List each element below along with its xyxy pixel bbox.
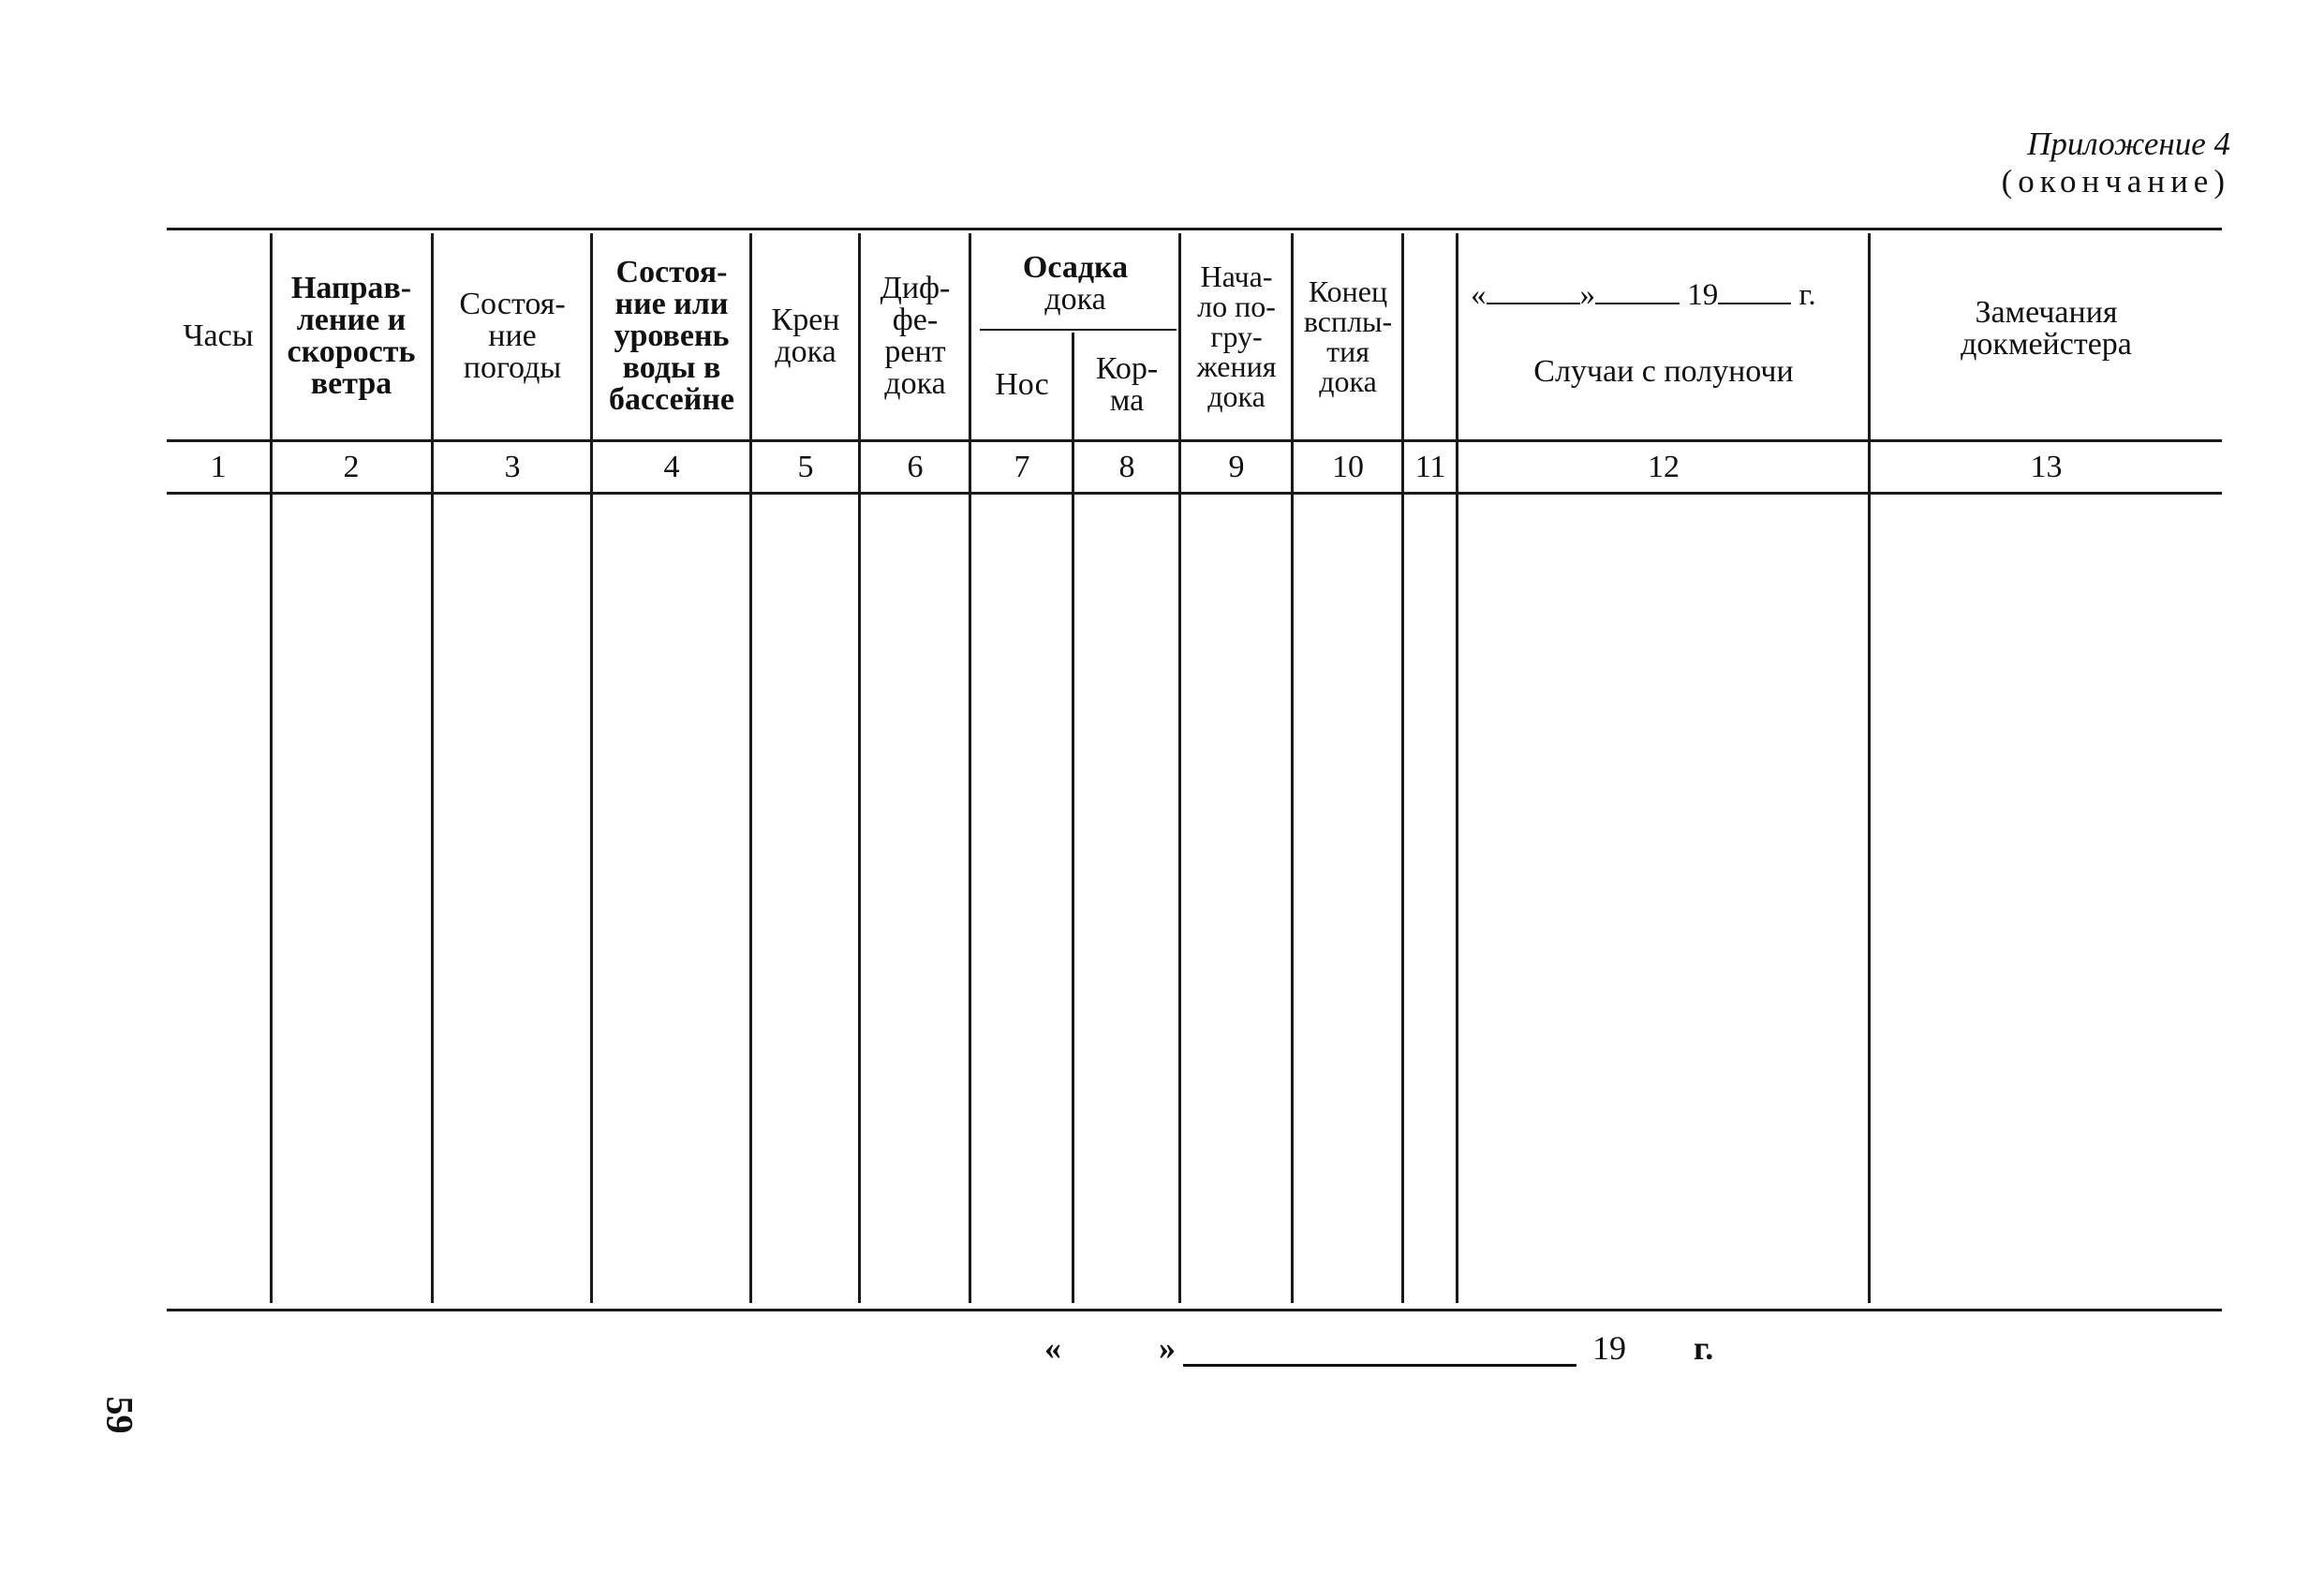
header-date-line: « » 19 г. — [1471, 278, 1816, 312]
col-number: 11 — [1414, 450, 1446, 484]
table-top-rule — [167, 228, 2222, 230]
table-bottom-rule — [167, 1309, 2222, 1311]
col-number: 3 — [504, 450, 521, 484]
col-number: 1 — [210, 450, 227, 484]
header-dockmaster-remarks: Замечания докмейстера — [1961, 295, 2132, 362]
header-wind: Направ- ление и скорость ветра — [287, 271, 416, 401]
footer-year: 19 — [1592, 1329, 1626, 1367]
col-number: 6 — [907, 450, 924, 484]
header-incidents: Случаи с полуночи — [1533, 354, 1794, 389]
year-blank — [1718, 276, 1791, 304]
day-blank — [1487, 276, 1580, 304]
page-number: 59 — [98, 1396, 141, 1434]
col-number: 5 — [797, 450, 814, 484]
header-hours: Часы — [183, 318, 254, 353]
appendix-title: Приложение 4 — [2027, 126, 2230, 162]
osadka-group-rule — [980, 329, 1177, 331]
col-number: 2 — [343, 450, 360, 484]
header-weather: Состоя- ние погоды — [459, 287, 566, 385]
col-number: 13 — [2030, 450, 2063, 484]
appendix-header — [2002, 126, 2230, 200]
header-stern: Кор- ма — [1095, 351, 1159, 418]
footer-open-quote: « — [1044, 1329, 1061, 1367]
header-trim: Диф- фе- рент дока — [880, 271, 951, 401]
header-water-level: Состоя- ние или уровень воды в бассейне — [609, 255, 734, 417]
month-blank — [1595, 276, 1680, 304]
header-bow: Нос — [995, 367, 1049, 402]
appendix-subtitle: (окончание) — [2001, 163, 2230, 200]
footer-close-quote: » — [1159, 1329, 1176, 1367]
log-table — [167, 228, 2222, 1314]
col-number: 7 — [1014, 450, 1030, 484]
col-number: 10 — [1332, 450, 1364, 484]
header-submerge-start: Нача- ло по- гру- жения дока — [1196, 259, 1277, 413]
col-number: 8 — [1118, 450, 1135, 484]
footer-blank-line — [1183, 1364, 1576, 1367]
footer-year-suffix: г. — [1694, 1329, 1714, 1367]
col-number: 4 — [663, 450, 680, 484]
header-surface-end: Конец всплы- тия дока — [1303, 274, 1393, 398]
header-draft-group: Осадка дока — [1022, 250, 1129, 317]
header-list: Крен дока — [771, 303, 840, 369]
col-number: 9 — [1228, 450, 1245, 484]
col-number: 12 — [1648, 450, 1680, 484]
